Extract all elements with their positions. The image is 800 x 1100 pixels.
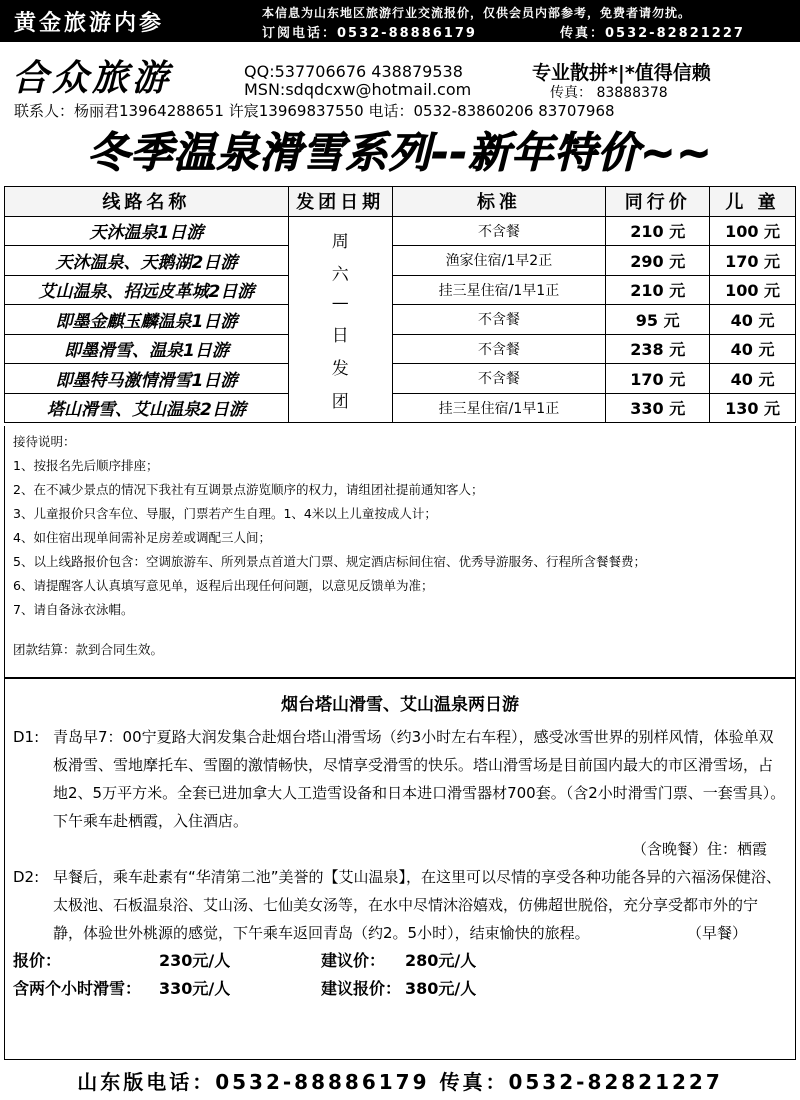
header-price: 同行价 xyxy=(606,187,710,217)
route-standard: 挂三星住宿/1早1正 xyxy=(392,275,606,305)
route-price: 210 元 xyxy=(606,216,710,246)
table-row xyxy=(5,246,796,276)
agency-header xyxy=(0,44,800,124)
agency-qq: QQ:537706676 438879538 xyxy=(244,62,463,81)
route-price: 170 元 xyxy=(606,364,710,394)
route-price: 330 元 xyxy=(606,393,710,423)
notes-title: 接待说明： xyxy=(13,434,76,449)
table-row xyxy=(5,364,796,394)
table-row xyxy=(5,216,796,246)
date-char: — xyxy=(331,292,349,313)
footer-contact: 山东版电话：0532-88886179 传真：0532-82821227 xyxy=(77,1070,723,1094)
day-2-body: 早餐后，乘车赴素有“华清第二池”美誉的【艾山温泉】，在这里可以尽情的享受各种功能各异的六福汤保健浴、太极池、石板温泉浴、艾山汤、七仙美女汤等，在水中尽情沐浴嬉戏，仿佛超世脱俗，充分享受都市外的宁静，体验世外桃源的感觉，下午乘车返回青岛（约2。5小时），结束愉快的旅程。 xyxy=(53,868,782,942)
date-char: 发 xyxy=(331,358,349,379)
route-name: 天沐温泉、天鹅湖2日游 xyxy=(5,246,289,276)
route-child-price: 40 元 xyxy=(710,364,796,394)
itinerary-prices xyxy=(13,947,787,1003)
banner-fax: 传真：0532-82821227 xyxy=(560,26,745,41)
note-item: 3、儿童报价只含车位、导服，门票若产生自理。1、4米以上儿童按成人计； xyxy=(13,506,437,521)
route-name: 塔山滑雪、艾山温泉2日游 xyxy=(5,393,289,423)
route-child-price: 100 元 xyxy=(710,216,796,246)
agency-logo: 合众旅游 xyxy=(12,58,173,99)
route-standard: 不含餐 xyxy=(392,364,606,394)
table-header-row xyxy=(5,187,796,217)
agency-msn: MSN:sdqdcxw@hotmail.com xyxy=(244,80,472,99)
route-name: 艾山温泉、招远皮革城2日游 xyxy=(5,275,289,305)
date-char: 团 xyxy=(331,391,349,412)
ski-label: 含两个小时滑雪： xyxy=(13,979,142,998)
price-value: 230元/人 xyxy=(159,951,231,970)
table-row xyxy=(5,334,796,364)
banner-info: 本信息为山东地区旅游行业交流报价，仅供会员内部参考，免费者请勿扰。 xyxy=(262,6,692,20)
suggest-label: 建议价： xyxy=(321,951,386,970)
date-char: 周 xyxy=(331,231,349,252)
route-standard: 不含餐 xyxy=(392,216,606,246)
page-headline: 冬季温泉滑雪系列--新年特价~~ xyxy=(87,128,713,177)
note-item: 6、请提醒客人认真填写意见单，返程后出现任何问题，以意见反馈单为准； xyxy=(13,578,434,593)
day-2-meal: （早餐） xyxy=(686,924,747,942)
route-child-price: 170 元 xyxy=(710,246,796,276)
note-item: 2、在不减少景点的情况下我社有互调景点游览顺序的权力，请组团社提前通知客人； xyxy=(13,482,484,497)
header-standard: 标准 xyxy=(392,187,606,217)
departure-date xyxy=(288,216,392,423)
day-text: 青岛早7：00宁夏路大润发集合赴烟台塔山滑雪场（约3小时左右车程），感受冰雪世界的别样风情，体验单双板滑雪、雪地摩托车、雪圈的激情畅快，尽情享受滑雪的快乐。塔山滑雪场是目前国内最大的市区滑雪场，占地2、5万平方米。全套已进加拿大人工造雪设备和日本进口滑雪器材700套。（含2小时滑雪门票、一套雪具）。下午乘车赴栖霞，入住酒店。 xyxy=(53,728,786,830)
settlement-note: 团款结算：款到合同生效。 xyxy=(13,642,164,657)
reception-notes xyxy=(4,426,796,678)
banner-brand: 黄金旅游内参 xyxy=(14,11,165,36)
ski-price: 330元/人 xyxy=(159,979,231,998)
agency-slogan: 专业散拼*|*值得信赖 xyxy=(532,62,711,84)
route-price: 95 元 xyxy=(606,305,710,335)
route-name: 即墨特马激情滑雪1日游 xyxy=(5,364,289,394)
itinerary-day-2 xyxy=(13,863,787,947)
itinerary-section xyxy=(4,678,796,1060)
header-date: 发团日期 xyxy=(288,187,392,217)
table-row xyxy=(5,275,796,305)
note-item: 5、以上线路报价包含：空调旅游车、所列景点首道大门票、规定酒店标间住宿、优秀导游服务、行程所含餐餐费； xyxy=(13,554,646,569)
route-name: 天沐温泉1日游 xyxy=(5,216,289,246)
route-child-price: 40 元 xyxy=(710,334,796,364)
route-child-price: 130 元 xyxy=(710,393,796,423)
price-label: 报价： xyxy=(13,951,62,970)
note-item: 1、按报名先后顺序排座； xyxy=(13,458,159,473)
itinerary-title: 烟台塔山滑雪、艾山温泉两日游 xyxy=(281,695,519,715)
top-banner xyxy=(0,0,800,42)
route-child-price: 100 元 xyxy=(710,275,796,305)
agency-contact: 联系人：杨丽君13964288651 许宸13969837550 电话：0532-83860206 83707968 xyxy=(14,102,615,120)
header-child: 儿 童 xyxy=(710,187,796,217)
route-price: 210 元 xyxy=(606,275,710,305)
route-price: 238 元 xyxy=(606,334,710,364)
day-text xyxy=(53,863,787,947)
route-price: 290 元 xyxy=(606,246,710,276)
day-1-stay: （含晚餐）住：栖霞 xyxy=(631,840,767,858)
note-item: 4、如住宿出现单间需补足房差或调配三人间； xyxy=(13,530,271,545)
suggest-value: 280元/人 xyxy=(405,951,477,970)
table-row xyxy=(5,305,796,335)
price-table xyxy=(4,186,796,423)
banner-order-phone: 订阅电话：0532-88886179 xyxy=(262,26,477,41)
itinerary-day-1 xyxy=(13,723,787,835)
date-char: 六 xyxy=(331,264,349,285)
ski-suggest-value: 380元/人 xyxy=(405,979,477,998)
date-char: 日 xyxy=(331,325,349,346)
table-row xyxy=(5,393,796,423)
route-standard: 不含餐 xyxy=(392,305,606,335)
header-route: 线路名称 xyxy=(5,187,289,217)
route-name: 即墨滑雪、温泉1日游 xyxy=(5,334,289,364)
route-name: 即墨金麒玉麟温泉1日游 xyxy=(5,305,289,335)
route-child-price: 40 元 xyxy=(710,305,796,335)
note-item: 7、请自备泳衣泳帽。 xyxy=(13,602,134,617)
route-standard: 渔家住宿/1早2正 xyxy=(392,246,606,276)
agency-fax: 传真： 83888378 xyxy=(550,85,668,101)
route-standard: 不含餐 xyxy=(392,334,606,364)
ski-suggest-label: 建议报价： xyxy=(321,979,402,998)
day-label: D2: xyxy=(13,868,40,886)
day-label: D1: xyxy=(13,728,40,746)
route-standard: 挂三星住宿/1早1正 xyxy=(392,393,606,423)
